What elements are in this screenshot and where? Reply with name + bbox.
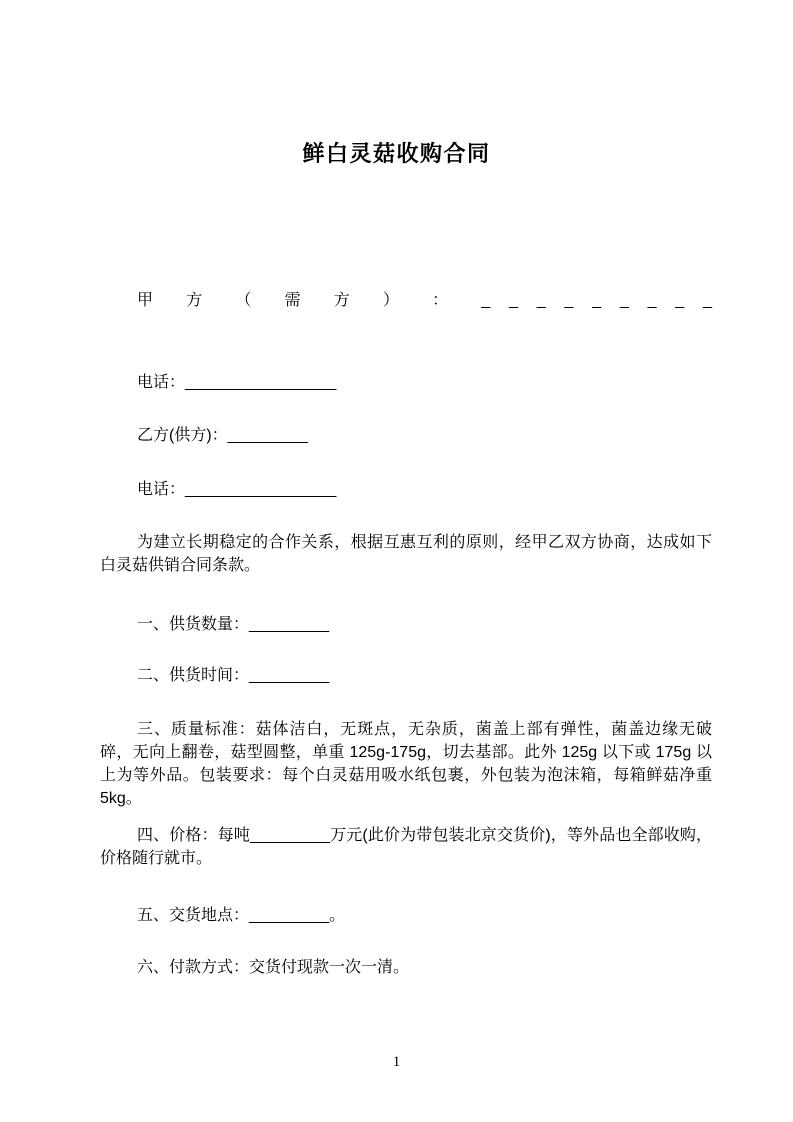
clause-delivery-place-label: 五、交货地点： xyxy=(137,907,250,924)
party-a-phone-line xyxy=(100,371,712,394)
clause-payment: 六、付款方式：交货付现款一次一清。 xyxy=(137,959,410,976)
preamble-paragraph: 为建立长期稳定的合作关系，根据互惠互利的原则，经甲乙双方协商，达成如下白灵菇供销合同条款。 xyxy=(100,534,712,574)
party-b-phone-label: 电话： xyxy=(137,481,186,498)
party-b-phone-line xyxy=(100,478,712,501)
clause-delivery-place-blank: _________ xyxy=(249,907,330,924)
document-title: 鲜白灵菇收购合同 xyxy=(302,141,491,166)
clause-supply-time-label: 二、供货时间： xyxy=(137,667,250,684)
page-number: 1 xyxy=(392,1054,401,1070)
party-b-phone-blank: _________________ xyxy=(185,481,337,498)
clause-delivery-place xyxy=(100,904,712,927)
clause-price-suffix: 万元(此价为带包装北京交货价)，等外品也全部收购，价格随行就市。 xyxy=(100,827,712,867)
clause-supply-quantity xyxy=(100,613,712,636)
party-b-label: 乙方(供方)： xyxy=(137,427,228,444)
party-a-phone-label: 电话： xyxy=(137,374,186,391)
party-a-line: 甲 方 （ 需 方 ） ： _ _ _ _ _ _ _ _ _ xyxy=(137,292,712,309)
clause-price-blank: _________ xyxy=(249,827,331,844)
clause-price-label: 四、价格：每吨 xyxy=(137,827,250,844)
clause-supply-quantity-blank: _________ xyxy=(249,616,330,633)
clause-delivery-place-suffix: 。 xyxy=(329,907,346,924)
clause-supply-time-blank: _________ xyxy=(249,667,330,684)
clause-supply-time xyxy=(100,664,712,687)
party-b-line xyxy=(100,424,712,447)
clause-quality-standard: 三、质量标准：菇体洁白，无斑点，无杂质，菌盖上部有弹性，菌盖边缘无破碎，无向上翻卷，菇型圆整，单重 125g-175g，切去基部。此外 125g 以下或 175g 以上为等外品。包装要求：每个白灵菇用吸水纸包裹，外包装为泡沫箱，每箱鲜菇净重 5kg。 xyxy=(100,721,712,807)
clause-price xyxy=(100,824,712,870)
party-a-phone-blank: _________________ xyxy=(185,374,337,391)
party-b-blank: _________ xyxy=(227,427,308,444)
clause-supply-quantity-label: 一、供货数量： xyxy=(137,616,250,633)
